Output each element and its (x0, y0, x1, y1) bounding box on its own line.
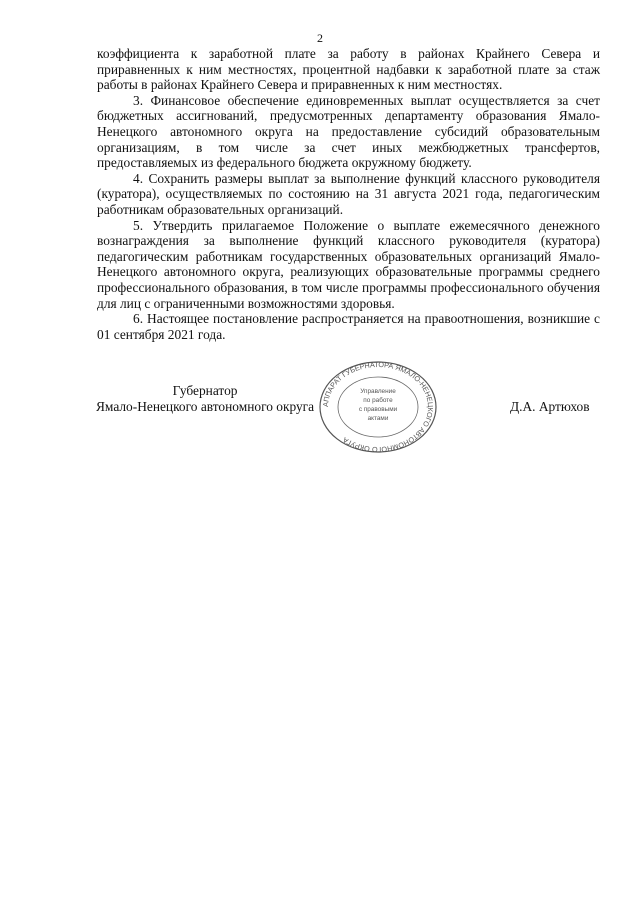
document-body (97, 46, 600, 342)
paragraph-6: 6. Настоящее постановление распространяется на правоотношения, возникшие с 01 сентября 2021 года. (97, 311, 600, 342)
stamp-inner-line2: по работе (363, 397, 393, 404)
paragraph-4: 4. Сохранить размеры выплат за выполнение функций классного руководителя (куратора), осуществляемых по состоянию на 31 августа 2021 года, педагогическим работникам образовательных организаций. (97, 170, 600, 217)
paragraph-3: 3. Финансовое обеспечение единовременных выплат осуществляется за счет бюджетных ассигнований, предусмотренных департаменту образования Ямало-Ненецкого автономного округа на предоставление субсидий образовательным организациям, в том числе за счет иных межбюджетных трансфертов, предоставляемых из федерального бюджета окружному бюджету. (97, 92, 600, 171)
stamp-inner-line4: актами (367, 415, 389, 422)
signatory-title-line2: Ямало-Ненецкого автономного округа (96, 398, 315, 414)
signatory-title (96, 383, 314, 414)
page-number: 2 (317, 31, 323, 45)
stamp-inner-line3: с правовыми (358, 406, 398, 413)
stamp-ring-text: АППАРАТ ГУБЕРНАТОРА ЯМАЛО-НЕНЕЦКОГО АВТОНОМНОГО ОКРУГА (320, 360, 436, 454)
signatory-name: Д.А. Артюхов (510, 399, 590, 414)
stamp-inner-line1: Управление (360, 388, 396, 395)
signatory-title-line1: Губернатор (172, 383, 238, 398)
paragraph-continuation: коэффициента к заработной плате за работу в районах Крайнего Севера и приравненных к ним местностях, процентной надбавки к заработной плате за стаж работы в районах Крайнего Севера и приравненных к ним местностях. (97, 46, 600, 93)
paragraph-5: 5. Утвердить прилагаемое Положение о выплате ежемесячного денежного вознаграждения за выполнение функций классного руководителя (куратора) педагогическим работникам государственных образовательных организаций Ямало-Ненецкого автономного округа, реализующих образовательные программы среднего профессионального образования, в том числе программы профессионального обучения для лиц с ограниченными возможностями здоровья. (97, 217, 600, 311)
official-stamp (318, 360, 438, 454)
